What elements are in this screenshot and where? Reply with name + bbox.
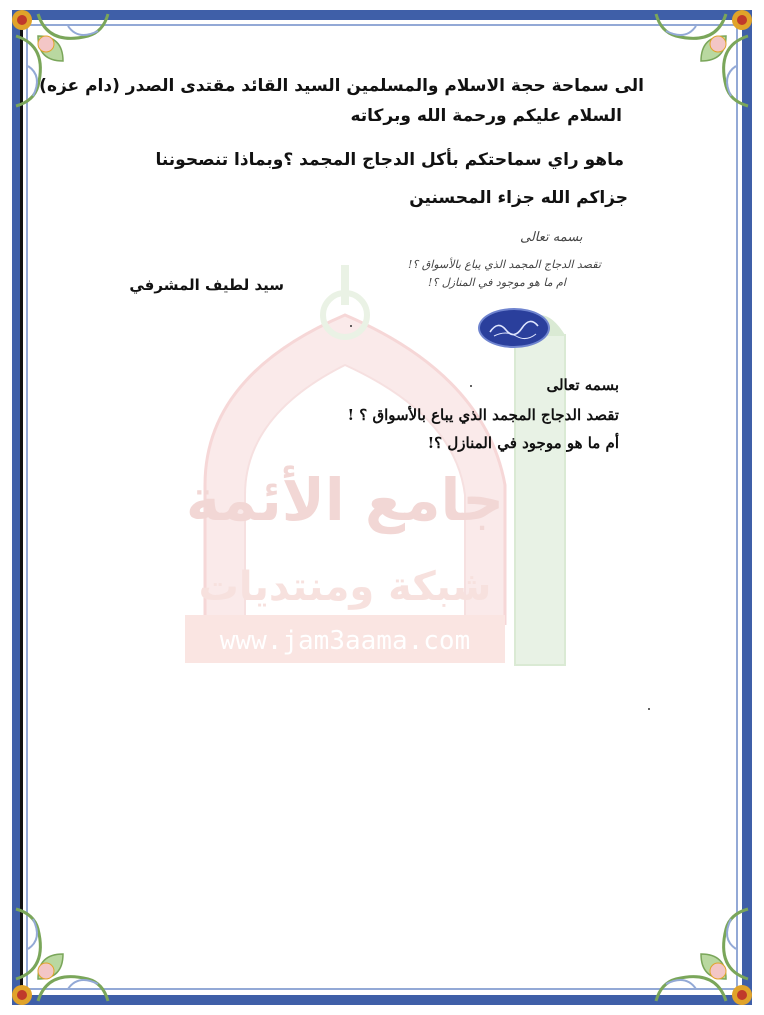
answer-line-2: أم ما هو موجود في المنازل ؟! [427, 434, 619, 452]
corner-ornament-icon [646, 899, 756, 1009]
letter-signature: سيد لطيف المشرفي [129, 276, 284, 294]
watermark-title: جامع الأئمة [185, 466, 505, 534]
handwritten-line-3: ام ما هو موجود في المنازل ؟! [428, 276, 566, 289]
left-rule [20, 26, 23, 996]
speck [470, 385, 472, 387]
watermark-subtitle: شبكة ومنتديات [198, 564, 492, 610]
corner-ornament-icon [646, 6, 756, 116]
speck [350, 325, 352, 327]
speck [648, 708, 650, 710]
handwritten-line-2: تقصد الدجاج المجمد الذي يباع بالأسواق ؟! [408, 258, 601, 271]
letter-closing: جزاكم الله جزاء المحسنين [409, 188, 628, 208]
watermark-url: www.jam3aama.com [219, 626, 471, 656]
official-seal-icon [478, 308, 550, 348]
letter-salutation: الى سماحة حجة الاسلام والمسلمين السيد القائد مقتدى الصدر (دام عزه) [39, 76, 644, 96]
letter-question: ماهو راي سماحتكم بأكل الدجاج المجمد ؟وبماذا تنصحوننا [155, 150, 624, 170]
handwritten-line-1: بسمه تعالى [520, 230, 583, 245]
corner-ornament-icon [8, 899, 118, 1009]
seal-script-icon [486, 316, 542, 340]
answer-heading: بسمه تعالى [546, 376, 619, 394]
letter-greeting: السلام عليكم ورحمة الله وبركاته [350, 106, 622, 126]
answer-line-1: تقصد الدجاج المجمد الذي يباع بالأسواق ؟ ! [347, 406, 619, 424]
corner-ornament-icon [8, 6, 118, 116]
